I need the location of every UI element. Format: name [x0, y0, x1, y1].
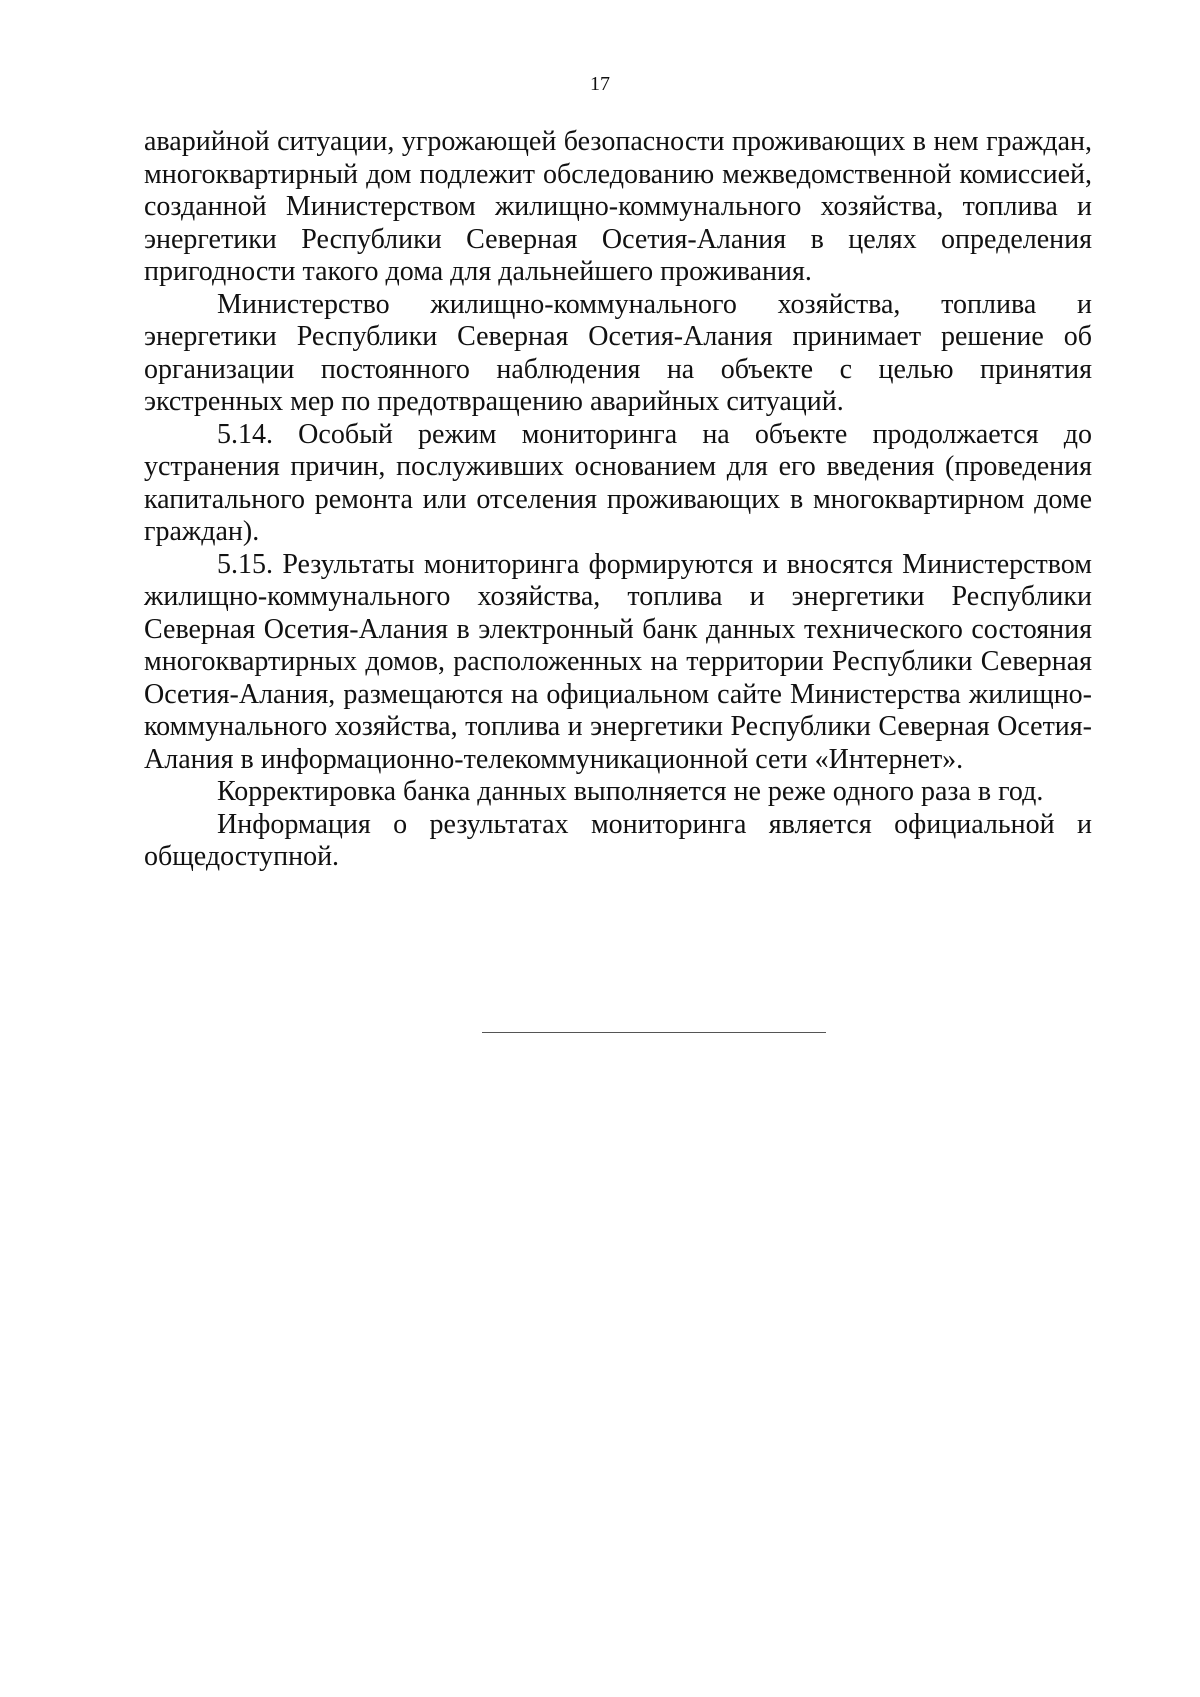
paragraph-5-15: 5.15. Результаты мониторинга формируются и вносятся Министерством жилищно-коммунального хозяйства, топлива и энергетики Республики Северная Осетия-Алания в электронный банк данных технического состояния многоквартирных домов, расположенных на территории Республики Северная Осетия-Алания, размещаются на официальном сайте Министерства жилищно-коммунального хозяйства, топлива и энергетики Республики Северная Осетия-Алания в информационно-телекоммуникационной сети «Интернет».	[144, 548, 1092, 775]
paragraph-continuation: аварийной ситуации, угрожающей безопасности проживающих в нем граждан, многоквартирный дом подлежит обследованию межведомственной комиссией, созданной Министерством жилищно-коммунального хозяйства, топлива и энергетики Республики Северная Осетия-Алания в целях определения пригодности такого дома для дальнейшего проживания.	[144, 126, 1092, 287]
paragraph-5-14: 5.14. Особый режим мониторинга на объекте продолжается до устранения причин, послуживших основанием для его введения (проведения капитального ремонта или отселения проживающих в многоквартирном доме граждан).	[144, 418, 1092, 547]
document-body	[144, 126, 1092, 874]
paragraph-public-info: Информация о результатах мониторинга является официальной и общедоступной.	[144, 808, 1092, 872]
page-number: 17	[590, 73, 610, 95]
paragraph-correction: Корректировка банка данных выполняется не реже одного раза в год.	[217, 776, 1044, 807]
paragraph-ministry-decision: Министерство жилищно-коммунального хозяйства, топлива и энергетики Республики Северная Осетия-Алания принимает решение об организации постоянного наблюдения на объекте с целью принятия экстренных мер по предотвращению аварийных ситуаций.	[144, 288, 1092, 417]
end-divider-line	[482, 1032, 826, 1033]
